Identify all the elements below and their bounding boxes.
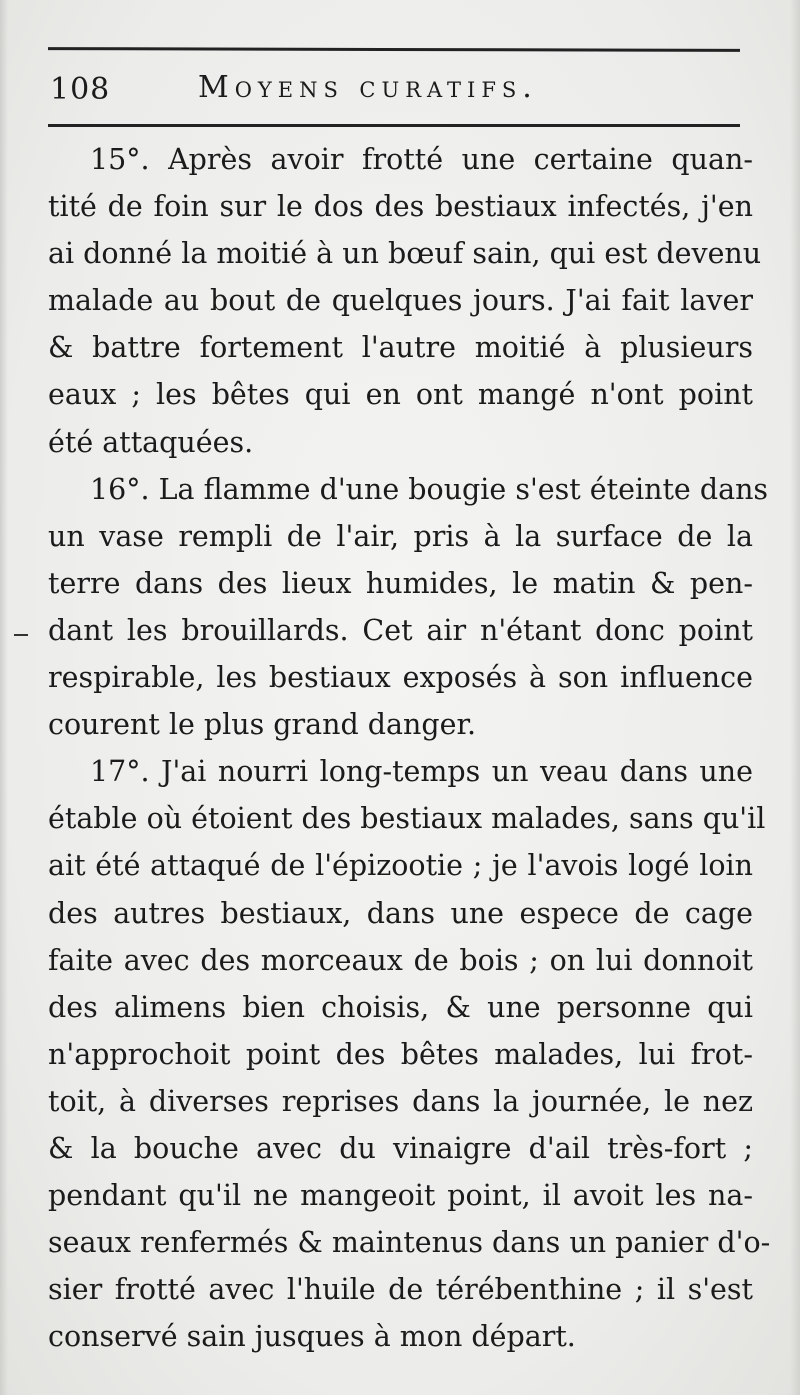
- text-line: 15°. Après avoir frotté une certaine quan-: [90, 143, 753, 176]
- text-line: tité de foin sur le dos des bestiaux infectés, j'en: [48, 190, 753, 224]
- text-line: des alimens bien choisis, & une personne qui: [48, 990, 753, 1024]
- text-line: 17°. J'ai nourri long-temps un veau dans une: [90, 755, 753, 789]
- text-line: ait été attaqué de l'épizootie ; je l'avois logé loin: [48, 849, 753, 883]
- text-line: & la bouche avec du vinaigre d'ail très-fort ;: [48, 1131, 753, 1165]
- text-line: n'approchoit point des bêtes malades, lui frot-: [48, 1037, 753, 1071]
- text-line: étable où étoient des bestiaux malades, sans qu'il: [48, 802, 766, 836]
- text-line: malade au bout de quelques jours. J'ai fait laver: [48, 284, 753, 318]
- text-line: sier frotté avec l'huile de térébenthine ; il s'est: [48, 1273, 753, 1307]
- running-head: Moyens curatifs.: [198, 70, 538, 105]
- text-line: dant les brouillards. Cet air n'étant donc point: [48, 613, 753, 647]
- text-line: terre dans des lieux humides, le matin & pen-: [48, 566, 753, 600]
- text-line: eaux ; les bêtes qui en ont mangé n'ont point: [48, 378, 753, 412]
- text-line: été attaquées.: [48, 425, 254, 459]
- text-line: un vase rempli de l'air, pris à la surface de la: [48, 519, 753, 553]
- text-line: toit, à diverses reprises dans la journée, le nez: [48, 1084, 753, 1118]
- text-line: conservé sain jusques à mon départ.: [48, 1320, 576, 1354]
- margin-mark: [14, 634, 28, 636]
- text-line: pendant qu'il ne mangeoit point, il avoit les na-: [48, 1179, 753, 1213]
- body-text: [48, 136, 771, 1360]
- page-number: 108: [50, 72, 111, 107]
- text-line: respirable, les bestiaux exposés à son influence: [48, 661, 753, 695]
- text-line: 16°. La flamme d'une bougie s'est éteinte dans: [90, 472, 769, 506]
- text-line: faite avec des morceaux de bois ; on lui donnoit: [48, 943, 753, 977]
- text-line: & battre fortement l'autre moitié à plusieurs: [48, 331, 753, 365]
- page-edge-shadow-right: [790, 0, 800, 1395]
- header-rule: [48, 124, 740, 127]
- text-line: ai donné la moitié à un bœuf sain, qui est devenu: [48, 237, 762, 271]
- text-line: seaux renfermés & maintenus dans un panier d'o-: [48, 1226, 771, 1260]
- top-rule: [48, 47, 740, 52]
- page-edge-shadow-left: [0, 0, 8, 1395]
- text-line: courent le plus grand danger.: [48, 708, 477, 742]
- text-line: des autres bestiaux, dans une espece de cage: [48, 896, 753, 930]
- page-header: [48, 62, 740, 112]
